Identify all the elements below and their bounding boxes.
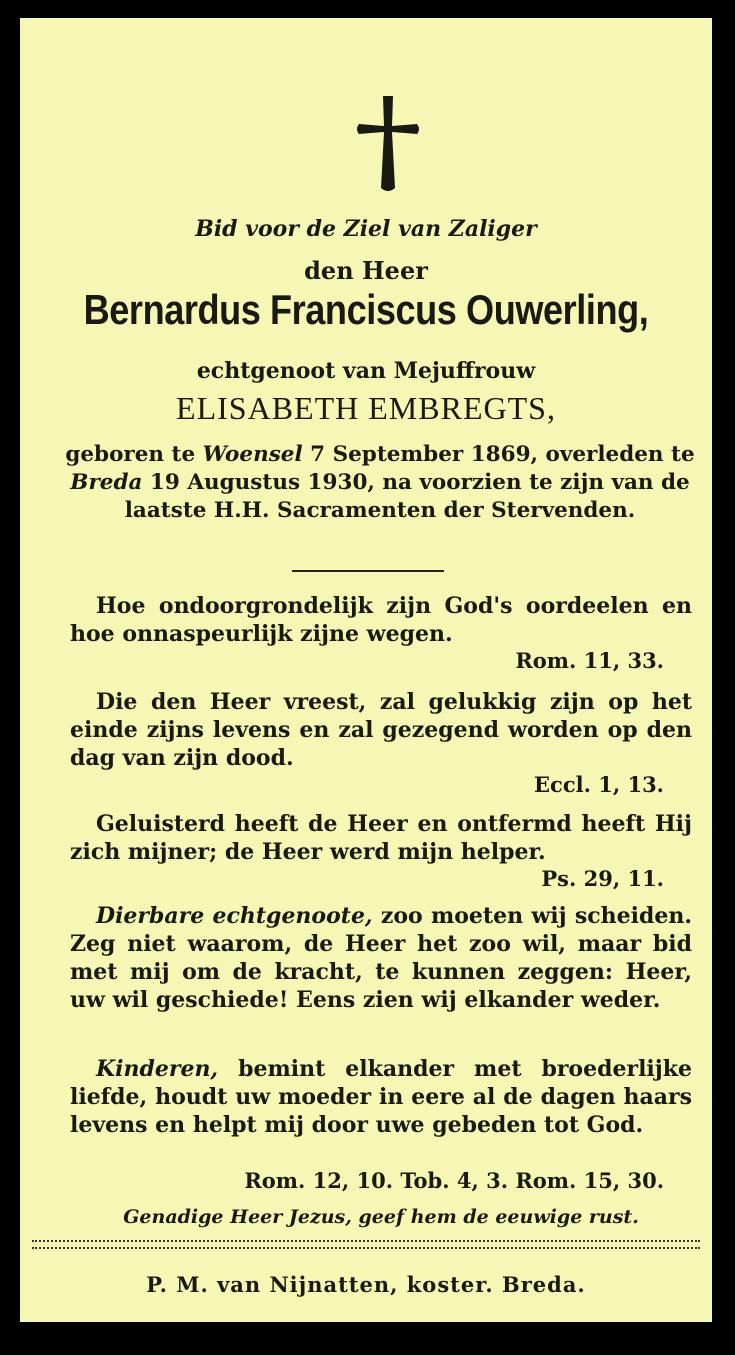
invocation: Bid voor de Ziel van Zaliger [195,216,537,242]
cross-icon [355,96,421,192]
children-address: Kinderen, bemint elkander met broederlijke liefde, houdt uw moeder in eere al de dagen haars levens en helpt mij door uwe gebeden tot God. [70,1056,692,1138]
divider [292,570,444,572]
quote-3-ref: Ps. 29, 11. [541,866,664,891]
deceased-name: Bernardus Franciscus Ouwerling, [83,286,649,333]
printer-line: P. M. van Nijnatten, koster. Breda. [146,1272,586,1297]
death-place: Breda [70,470,143,495]
memorial-card [20,18,712,1322]
spouse-address: Dierbare echtgenoote, zoo moeten wij scheiden. Zeg niet waarom, de Heer het zoo wil, maar bid met mij om de kracht, te kunnen zeggen: Heer, uw wil geschiede! Eens zien wij elkander weder. [70,903,692,1013]
quote-2-ref: Eccl. 1, 13. [534,772,664,797]
quote-1-ref: Rom. 11, 33. [515,648,664,673]
dotted-rule-2 [32,1247,700,1249]
quote-3: Geluisterd heeft de Heer en ontfermd heeft Hij zich mijner; de Heer werd mijn helper. [70,811,692,865]
quote-2: Die den Heer vreest, zal gelukkig zijn op het einde zijns levens en zal gezegend worden op den dag van zijn dood. [70,689,692,771]
spouse-name: ELISABETH EMBREGTS, [176,390,556,426]
title-line: den Heer [304,256,428,285]
spouse-line: echtgenoot van Mejuffrouw [196,358,536,384]
dotted-rule-1 [32,1240,700,1242]
children-ref: Rom. 12, 10. Tob. 4, 3. Rom. 15, 30. [244,1168,664,1193]
birth-place: Woensel [202,442,303,467]
birth-death-details: geboren te Woensel 7 September 1869, overleden te Breda 19 Augustus 1930, na voorzien te zijn van de laatste H.H. Sacramenten der Stervenden. [65,442,695,523]
closing-prayer: Genadige Heer Jezus, geef hem de eeuwige rust. [123,1206,639,1228]
quote-1: Hoe ondoorgrondelijk zijn God's oordeelen en hoe onnaspeurlijk zijne wegen. [70,593,692,647]
